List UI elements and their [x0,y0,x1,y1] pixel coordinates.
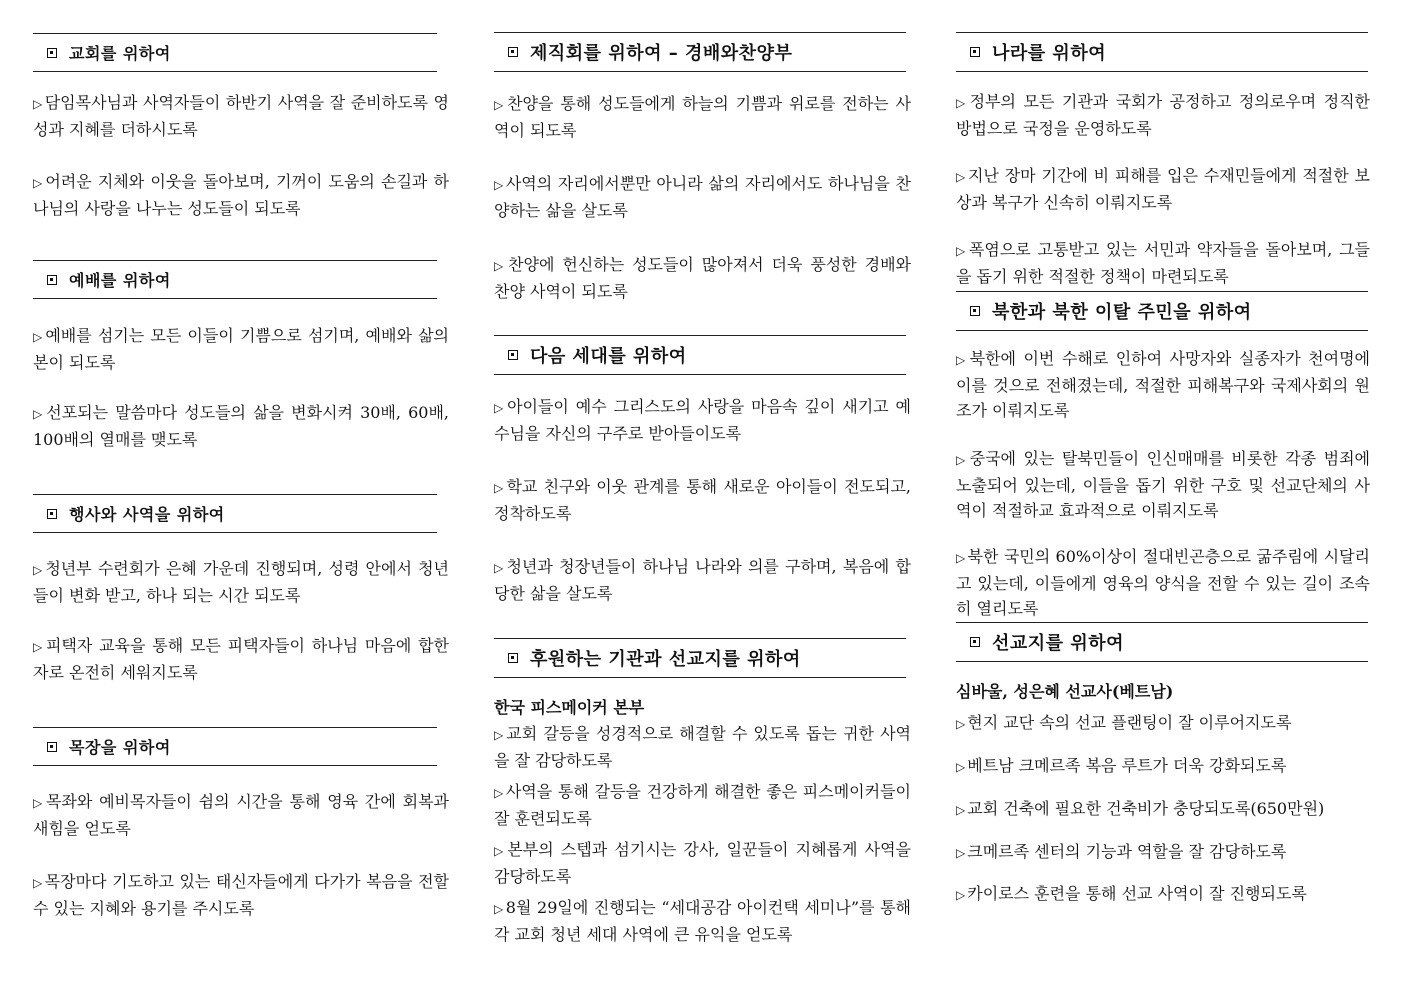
triangle-bullet-icon: ▷ [956,888,966,902]
triangle-bullet-icon: ▷ [494,786,504,800]
triangle-bullet-icon: ▷ [33,407,45,421]
prayer-item: ▷ 지난 장마 기간에 비 피해를 입은 수재민들에게 적절한 보상과 복구가 신속히 이뤄지도록 [956,166,1370,212]
triangle-bullet-icon: ▷ [956,803,966,817]
prayer-item: ▷ 중국에 있는 탈북민들이 인신매매를 비롯한 각종 범죄에 노출되어 있는데, 이들을 돕기 위한 구호 및 선교단체의 사역이 적절하교 효과적으로 이뤄지도록 [956,449,1370,520]
prayer-item: ▷ 학교 친구와 이웃 관계를 통해 새로운 아이들이 전도되고, 정착하도록 [494,477,911,523]
square-bullet-icon [47,275,57,285]
section-header-next-generation [494,335,906,375]
square-bullet-icon [508,350,518,360]
square-bullet-icon [47,509,57,519]
square-bullet-icon [970,637,980,647]
triangle-bullet-icon: ▷ [956,353,968,367]
triangle-bullet-icon: ▷ [494,98,506,112]
prayer-item: ▷ 북한 국민의 60%이상이 절대빈곤층으로 굶주림에 시달리고 있는데, 이들에게 영육의 양식을 전할 수 있는 길이 조속히 열리도록 [956,547,1371,618]
section-title: 제직회를 위하여 – 경배와찬양부 [530,43,793,64]
prayer-item: ▷ 찬양을 통해 성도들에게 하늘의 기쁨과 위로를 전하는 사역이 되도록 [494,94,911,140]
square-bullet-icon [47,48,57,58]
square-bullet-icon [970,47,980,57]
triangle-bullet-icon: ▷ [33,796,44,810]
prayer-item: ▷ 아이들이 예수 그리스도의 사랑을 마음속 깊이 새기고 예수님을 자신의 구주로 받아들이도록 [494,397,911,443]
triangle-bullet-icon: ▷ [494,481,505,495]
square-bullet-icon [508,653,518,663]
prayer-item: ▷ 8월 29일에 진행되는 “세대공감 아이컨택 세미나”를 통해 각 교회 청년 세대 사역에 큰 유익을 얻도록 [494,898,911,944]
prayer-item: ▷ 베트남 크메르족 복음 루트가 더욱 강화되도록 [956,756,1287,775]
organization-name: 한국 피스메이커 본부 [494,698,645,717]
prayer-item: ▷ 교회 갈등을 성경적으로 해결할 수 있도록 돕는 귀한 사역을 잘 감당하도록 [494,724,911,770]
triangle-bullet-icon: ▷ [494,844,506,858]
section-title: 선교지를 위하여 [992,633,1124,654]
prayer-item: ▷ 폭염으로 고통받고 있는 서민과 약자들을 돌아보며, 그들을 돕기 위한 적절한 정책이 마련되도록 [956,240,1371,286]
prayer-item: ▷ 목장마다 기도하고 있는 태신자들에게 다가가 복음을 전할 수 있는 지혜와 용기를 주시도록 [33,872,449,918]
prayer-item: ▷ 청년과 청장년들이 하나님 나라와 의를 구하며, 복음에 합당한 삶을 살도록 [494,557,911,603]
triangle-bullet-icon: ▷ [494,561,505,575]
triangle-bullet-icon: ▷ [956,244,967,258]
prayer-item: ▷ 본부의 스텝과 섬기시는 강사, 일꾼들이 지혜롭게 사역을 감당하도록 [494,840,911,886]
section-header-nation [956,32,1368,72]
section-header-events [33,494,437,533]
section-title: 다음 세대를 위하여 [530,346,687,367]
triangle-bullet-icon: ▷ [956,717,966,731]
section-header-church [33,33,437,72]
prayer-item: ▷ 찬양에 헌신하는 성도들이 많아져서 더욱 풍성한 경배와 찬양 사역이 되도록 [494,255,911,301]
prayer-item: ▷ 피택자 교육을 통해 모든 피택자들이 하나님 마음에 합한 자로 온전히 세워지도록 [33,636,449,682]
section-header-north-korea [956,291,1368,331]
section-header-worship [33,260,437,299]
prayer-item: ▷ 북한에 이번 수해로 인하여 사망자와 실종자가 천여명에 이를 것으로 전해졌는데, 적절한 피해복구와 국제사회의 원조가 이뤄지도록 [956,349,1370,420]
triangle-bullet-icon: ▷ [33,97,43,111]
square-bullet-icon [47,742,57,752]
triangle-bullet-icon: ▷ [956,453,968,467]
triangle-bullet-icon: ▷ [494,401,506,415]
section-header-deacons [494,32,906,72]
triangle-bullet-icon: ▷ [33,330,44,344]
prayer-item: ▷ 청년부 수련회가 은혜 가운데 진행되며, 성령 안에서 청년들이 변화 받고, 하나 되는 시간 되도록 [33,559,449,605]
square-bullet-icon [508,47,518,57]
triangle-bullet-icon: ▷ [494,728,505,742]
section-title: 예배를 위하여 [69,271,171,290]
prayer-item: ▷ 정부의 모든 기관과 국회가 공정하고 정의로우며 정직한 방법으로 국정을 운영하도록 [956,92,1370,138]
section-header-cell-group [33,727,437,766]
prayer-item: ▷ 사역의 자리에서뿐만 아니라 삶의 자리에서도 하나님을 찬양하는 삶을 살도록 [494,174,911,220]
triangle-bullet-icon: ▷ [494,259,507,273]
section-title: 행사와 사역을 위하여 [69,505,225,524]
prayer-item: ▷ 예배를 섬기는 모든 이들이 기쁨으로 섬기며, 예배와 삶의 본이 되도록 [33,326,449,372]
missionary-name: 심바울, 성은혜 선교사(베트남) [956,682,1174,701]
triangle-bullet-icon: ▷ [494,902,504,916]
triangle-bullet-icon: ▷ [956,551,966,565]
prayer-item: ▷ 교회 건축에 필요한 건축비가 충당되도록(650만원) [956,799,1325,818]
triangle-bullet-icon: ▷ [494,178,504,192]
section-title: 후원하는 기관과 선교지를 위하여 [530,649,801,670]
triangle-bullet-icon: ▷ [956,170,966,184]
triangle-bullet-icon: ▷ [33,640,44,654]
section-header-mission-field [956,622,1368,662]
prayer-item: ▷ 현지 교단 속의 선교 플랜팅이 잘 이루어지도록 [956,713,1292,732]
section-title: 목장을 위하여 [69,738,171,757]
prayer-item: ▷ 사역을 통해 갈등을 건강하게 해결한 좋은 피스메이커들이 잘 훈련되도록 [494,782,911,828]
section-header-mission-support [494,638,906,678]
section-title: 나라를 위하여 [992,43,1107,64]
prayer-item: ▷ 어려운 지체와 이웃을 돌아보며, 기꺼이 도움의 손길과 하나님의 사랑을 나누는 성도들이 되도록 [33,172,449,218]
prayer-item: ▷ 목좌와 예비목자들이 쉼의 시간을 통해 영육 간에 회복과 새힘을 얻도록 [33,792,449,838]
prayer-item: ▷ 담임목사님과 사역자들이 하반기 사역을 잘 준비하도록 영성과 지혜를 더하시도록 [33,93,449,139]
triangle-bullet-icon: ▷ [33,176,44,190]
triangle-bullet-icon: ▷ [33,876,43,890]
prayer-item: ▷ 크메르족 센터의 기능과 역할을 잘 감당하도록 [956,842,1287,861]
section-title: 교회를 위하여 [69,44,171,63]
triangle-bullet-icon: ▷ [956,846,966,860]
prayer-item: ▷ 선포되는 말씀마다 성도들의 삶을 변화시켜 30배, 60배, 100배의 열매를 맺도록 [33,403,449,449]
prayer-item: ▷ 카이로스 훈련을 통해 선교 사역이 잘 진행되도록 [956,884,1307,903]
triangle-bullet-icon: ▷ [956,96,968,110]
section-title: 북한과 북한 이탈 주민을 위하여 [992,302,1252,323]
triangle-bullet-icon: ▷ [33,563,44,577]
square-bullet-icon [970,306,980,316]
triangle-bullet-icon: ▷ [956,760,966,774]
